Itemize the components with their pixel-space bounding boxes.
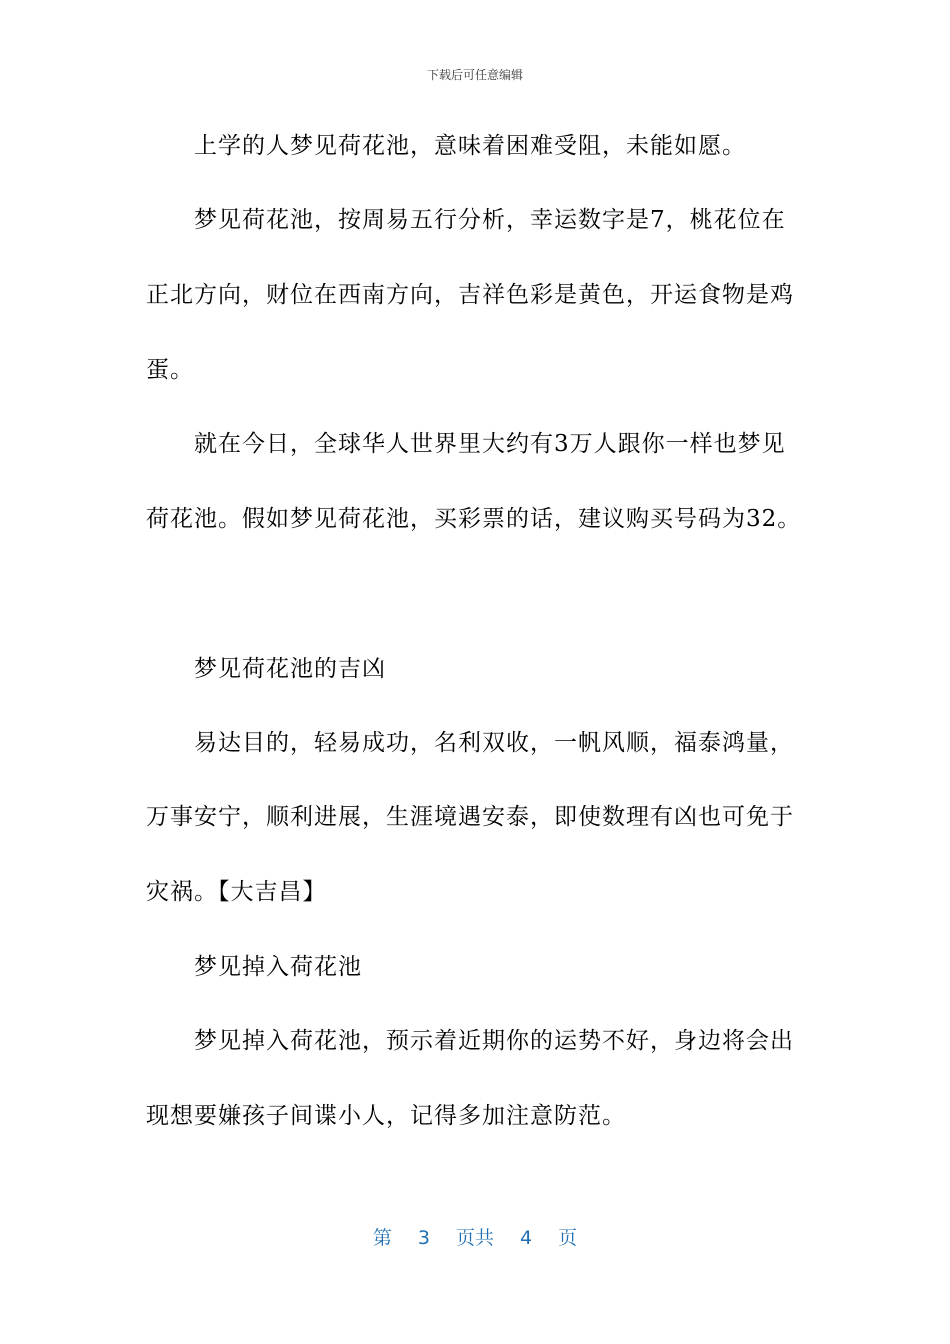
page-number-footer <box>0 1225 950 1251</box>
paragraph-line: 灾祸。【大吉昌】 <box>146 879 327 905</box>
header-note: 下载后可任意编辑 <box>426 68 523 82</box>
paragraph-line: 梦见荷花池，按周易五行分析，幸运数字是7，桃花位在 <box>194 207 786 233</box>
total-pages: 4 <box>520 1227 533 1249</box>
paragraph-line: 上学的人梦见荷花池，意味着困难受阻，未能如愿。 <box>194 133 746 159</box>
paragraph-line: 易达目的，轻易成功，名利双收，一帆风顺，福泰鸿量， <box>194 730 794 756</box>
section-heading: 梦见荷花池的吉凶 <box>194 656 386 682</box>
page-prefix: 第 <box>372 1227 392 1249</box>
paragraph-line: 万事安宁，顺利进展，生涯境遇安泰，即使数理有凶也可免于 <box>146 804 794 830</box>
paragraph-line: 蛋。 <box>146 357 194 383</box>
page-mid: 页共 <box>455 1227 494 1249</box>
paragraph-line: 荷花池。假如梦见荷花池，买彩票的话，建议购买号码为32。 <box>146 506 802 532</box>
current-page: 3 <box>417 1227 430 1249</box>
page-suffix: 页 <box>558 1227 578 1249</box>
paragraph-line: 梦见掉入荷花池，预示着近期你的运势不好，身边将会出 <box>194 1028 794 1054</box>
section-heading: 梦见掉入荷花池 <box>194 954 362 980</box>
paragraph-line: 正北方向，财位在西南方向，吉祥色彩是黄色，开运食物是鸡 <box>146 282 794 308</box>
paragraph-line: 就在今日，全球华人世界里大约有3万人跟你一样也梦见 <box>194 431 786 457</box>
paragraph-line: 现想要嫌孩子间谍小人，记得多加注意防范。 <box>146 1103 626 1129</box>
